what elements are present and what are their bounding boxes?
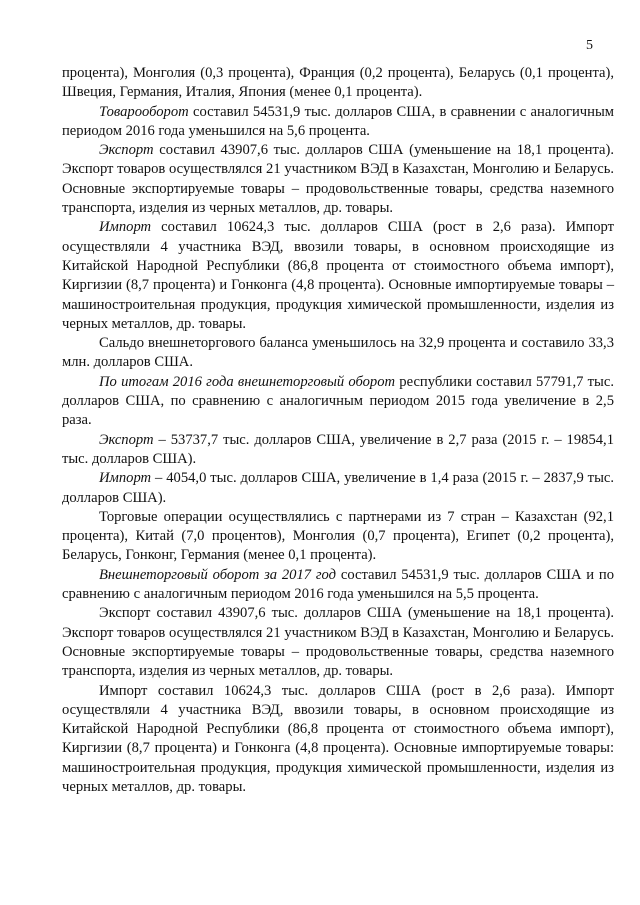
paragraph [62, 508, 614, 566]
paragraph-text: – 53737,7 тыс. долларов США, увеличение в 2,7 раза (2015 г. – 19854,1 тыс. долларов США). [62, 431, 614, 467]
paragraph [62, 682, 614, 798]
paragraph-lead: Импорт [99, 219, 152, 236]
paragraph [62, 373, 614, 431]
paragraph [62, 566, 614, 605]
paragraph-text: составил 54531,9 тыс. долларов США и по сравнению с аналогичным периодом 2016 года уменьшился на 5,5 процента. [62, 566, 614, 603]
paragraph-text: Сальдо внешнеторгового баланса уменьшилось на 32,9 процента и составило 33,3 млн. долларов США. [62, 335, 614, 371]
paragraph-text: составил 54531,9 тыс. долларов США, в сравнении с аналогичным периодом 2016 года уменьшился на 5,6 процента. [62, 103, 614, 139]
paragraph [62, 218, 614, 334]
paragraph-text: Экспорт составил 43907,6 тыс. долларов США (уменьшение на 18,1 процента). Экспорт товаров осуществлялся 21 участником ВЭД в Казахстан, Монголию и Беларусь. Основные экспортируемые товары – продовольственные товары, средства наземного транспорта, изделия из черных металлов, др. товары. [62, 605, 614, 680]
paragraph [62, 141, 614, 218]
paragraph [62, 103, 614, 142]
paragraph [62, 604, 614, 681]
paragraph [62, 64, 614, 103]
paragraph-text: процента), Монголия (0,3 процента), Франция (0,2 процента), Беларусь (0,1 процента), Швеция, Германия, Италия, Япония (менее 0,1 процента). [62, 65, 614, 101]
paragraph-lead: Внешнеторговый оборот за 2017 год [99, 566, 337, 583]
paragraph [62, 469, 614, 508]
paragraph-lead: По итогам 2016 года внешнеторговый оборот [99, 373, 396, 390]
paragraph [62, 334, 614, 373]
paragraph-text: республики составил 57791,7 тыс. долларов США, по сравнению с аналогичным периодом 2015 года увеличение в 2,5 раза. [62, 373, 614, 429]
paragraph-text: составил 10624,3 тыс. долларов США (рост в 2,6 раза). Импорт осуществляли 4 участника ВЭД, ввозили товары, в основном происходящие из Китайской Народной Республики (86,8 процента от стоимостного объема импорт), Киргизии (8,7 процента) и Гонконга (4,8 процента). Основные импортируемые товары – машиностроительная продукция, продукция химической промышленности, изделия из черных металлов, др. товары. [62, 219, 614, 332]
page-number: 5 [586, 38, 593, 53]
paragraph-lead: Экспорт [99, 142, 154, 159]
paragraph-text: Импорт составил 10624,3 тыс. долларов США (рост в 2,6 раза). Импорт осуществляли 4 участника ВЭД, ввозили товары, в основном происходящие из Китайской Народной Республики (86,8 процента от стоимостного объема импорт), Киргизии (8,7 процента) и Гонконга (4,8 процента). Основные импортируемые товары: машиностроительная продукция, продукция химической промышленности, изделия из черных металлов, др. товары. [62, 682, 614, 795]
paragraph-lead: Импорт [99, 470, 152, 487]
paragraph [62, 431, 614, 470]
paragraph-text: Торговые операции осуществлялись с партнерами из 7 стран – Казахстан (92,1 процента), Китай (7,0 процентов), Монголия (0,7 процента), Египет (0,2 процента), Беларусь, Гонконг, Германия (менее 0,1 процента). [62, 508, 614, 564]
document-body [62, 64, 614, 797]
paragraph-lead: Товарооборот [99, 103, 189, 120]
paragraph-text: составил 43907,6 тыс. долларов США (уменьшение на 18,1 процента). Экспорт товаров осуществлялся 21 участником ВЭД в Казахстан, Монголию и Беларусь. Основные экспортируемые товары – продовольственные товары, средства наземного транспорта, изделия из черных металлов, др. товары. [62, 142, 614, 217]
paragraph-text: – 4054,0 тыс. долларов США, увеличение в 1,4 раза (2015 г. – 2837,9 тыс. долларов США). [62, 470, 614, 506]
paragraph-lead: Экспорт [99, 431, 154, 448]
